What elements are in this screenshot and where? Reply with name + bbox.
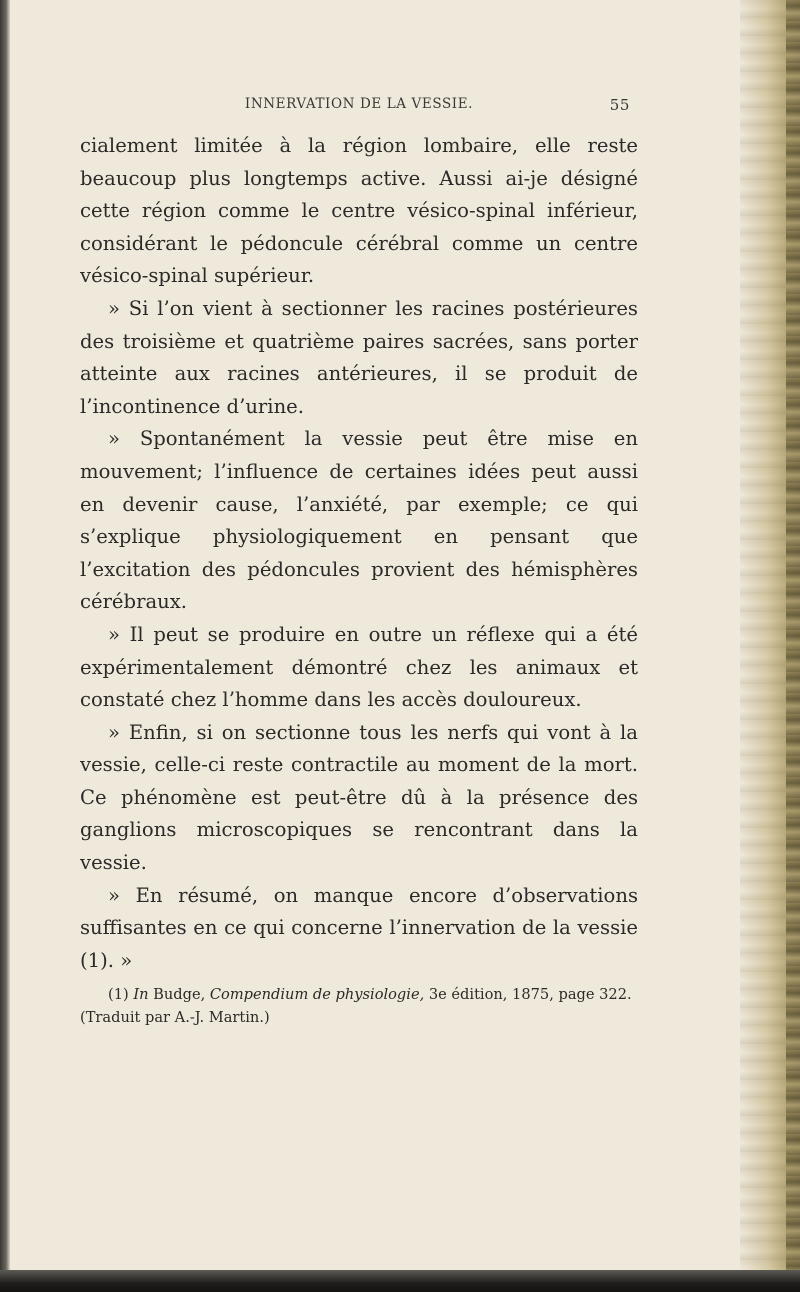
footnote-in: In	[133, 986, 149, 1004]
paragraph: » Si l’on vient à sectionner les racines postérieures des troisième et quatrième paires sacrées, sans porter atteinte aux racines antérieures, il se produit de l’incontinence d’urine.	[80, 296, 638, 418]
paragraph: cialement limitée à la région lombaire, elle reste beaucoup plus longtemps active. Aussi ai-je désigné cette région comme le centre vésico-spinal inférieur, considérant le pédoncule cérébral comme un centre vésico-spinal supérieur.	[80, 134, 638, 288]
running-title: INNERVATION DE LA VESSIE.	[244, 96, 474, 112]
footnote-work: Compendium de physiologie,	[209, 986, 425, 1004]
paragraph: » En résumé, on manque encore d’observations suffisantes en ce qui concerne l’innervation de la vessie (1). »	[80, 883, 638, 972]
footnote-author: Budge,	[153, 986, 206, 1004]
page-number: 55	[609, 96, 630, 114]
paragraph: » Il peut se produire en outre un réflexe qui a été expérimentalement démontré chez les animaux et constaté chez l’homme dans les accès douloureux.	[80, 622, 638, 712]
running-head	[80, 96, 638, 122]
footnote-details: 3e édition, 1875, page 322. (Traduit par A.-J. Martin.)	[80, 986, 632, 1027]
page-torn-edge	[786, 0, 800, 1292]
paragraph: » Spontanément la vessie peut être mise en mouvement; l’influence de certaines idées peut aussi en devenir cause, l’anxiété, par exemple; ce qui s’explique physiologiquement en pensant que l’excitation des pédoncules provient des hémisphères cérébraux.	[80, 427, 638, 614]
paragraph: » Enfin, si on sectionne tous les nerfs qui vont à la vessie, celle-ci reste contractile au moment de la mort. Ce phénomène est peut-être dû à la présence des ganglions microscopiques se rencontrant dans la vessie.	[80, 720, 638, 875]
body-text	[80, 130, 638, 977]
page-bottom-shadow	[0, 1270, 800, 1292]
page-binding-edge	[0, 0, 10, 1292]
footnote-marker: (1)	[108, 986, 129, 1004]
footnote	[80, 983, 638, 1029]
text-block	[80, 96, 638, 1029]
